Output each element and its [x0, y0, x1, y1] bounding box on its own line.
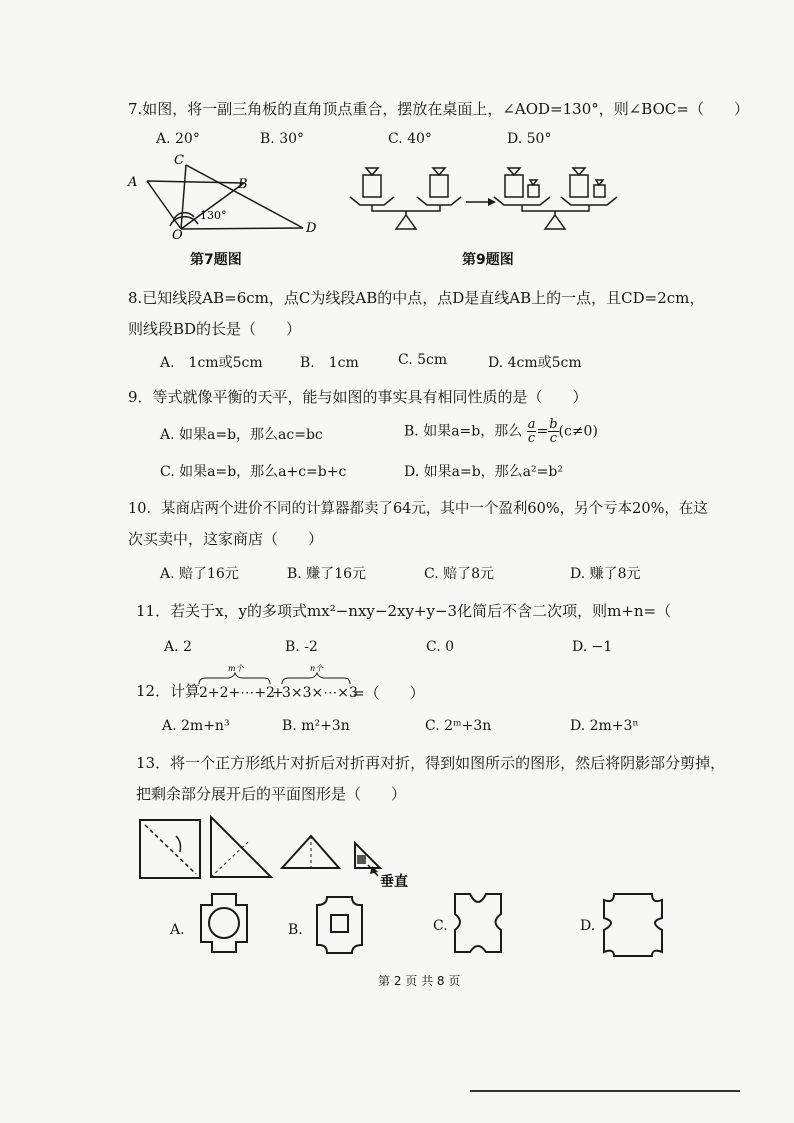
label-c: C — [174, 153, 184, 168]
shaded-cut — [357, 855, 366, 864]
q10-option-c: C. 赔了8元 — [424, 566, 495, 582]
page-footer: 第 2 页 共 8 页 — [378, 974, 461, 988]
q8-option-d: D. 4cm或5cm — [488, 355, 582, 371]
q12-option-b: B. m²+3n — [282, 718, 350, 734]
q12-prefix: 12．计算 — [136, 682, 201, 700]
label-a: A — [128, 175, 138, 190]
q9-option-b-frac2: $\frac{b}{c}$ — [549, 417, 558, 446]
q13-option-b: B. — [288, 922, 303, 938]
q8-option-c: C. 5cm — [398, 352, 448, 368]
q7-option-d: D. 50° — [507, 131, 552, 147]
q9-option-b-eq: = — [536, 423, 549, 440]
brace-2-label: n个 — [310, 664, 324, 673]
q9-option-b-prefix: B. 如果a=b，那么 — [404, 423, 523, 440]
q12-part2: 3×3×⋯×3 — [282, 685, 358, 701]
q11-option-b: B. -2 — [285, 639, 318, 655]
brace-1-label: m个 — [228, 664, 244, 673]
q10-option-a: A. 赔了16元 — [160, 566, 239, 582]
label-o: O — [172, 228, 183, 243]
q13-option-d: D. — [580, 918, 596, 934]
q9-stem: 9．等式就像平衡的天平，能与如图的事实具有相同性质的是（ ） — [128, 388, 588, 406]
label-angle: 130° — [200, 209, 227, 222]
q11-option-c: C. 0 — [426, 639, 455, 655]
scan-edge-line — [470, 1090, 740, 1092]
q8-stem-line1: 8.已知线段AB=6cm，点C为线段AB的中点，点D是直线AB上的一点，且CD=2cm， — [128, 289, 705, 307]
q8-option-b: B. 1cm — [300, 355, 359, 371]
q9-option-c: C. 如果a=b，那么a+c=b+c — [160, 464, 347, 480]
q12-suffix: =（ ） — [352, 684, 425, 702]
q9-caption: 第9题图 — [462, 252, 514, 268]
q8-option-a: A. 1cm或5cm — [160, 355, 263, 371]
q7-option-b: B. 30° — [260, 131, 305, 147]
q13-option-c: C. — [433, 918, 448, 934]
q13-answer-a-shape — [201, 894, 247, 952]
label-b: B — [238, 177, 248, 192]
q8-stem-line2: 则线段BD的长是（ ） — [128, 320, 302, 338]
q13-stem-line2: 把剩余部分展开后的平面图形是（ ） — [136, 785, 407, 803]
q9-option-a: A. 如果a=b，那么ac=bc — [160, 427, 323, 443]
q10-option-b: B. 赚了16元 — [287, 566, 367, 582]
q13-answer-b-shape — [317, 897, 362, 953]
q11-option-a: A. 2 — [164, 639, 192, 655]
q12-option-d: D. 2m+3ⁿ — [570, 718, 639, 734]
fold-triangle-2 — [282, 836, 339, 868]
q13-stem-line1: 13．将一个正方形纸片对折后对折再对折，得到如图所示的图形，然后将阴影部分剪掉， — [136, 754, 726, 772]
q13-option-a: A. — [170, 922, 185, 938]
label-vertical: 垂直 — [380, 874, 408, 890]
q10-stem-line1: 10．某商店两个进价不同的计算器都卖了64元，其中一个盈利60%，另个亏本20%，在这 — [128, 501, 708, 517]
label-d: D — [306, 221, 317, 236]
q11-stem: 11．若关于x，y的多项式mx²−nxy−2xy+y−3化简后不含二次项，则m+n=（ — [136, 602, 672, 620]
q7-option-a: A. 20° — [156, 131, 200, 147]
q12-plus: + — [272, 685, 284, 701]
q9-option-b-frac1: $\frac{a}{c}$ — [527, 417, 536, 446]
q7-stem: 7.如图，将一副三角板的直角顶点重合，摆放在桌面上，∠AOD=130°，则∠BOC=（ ） — [128, 100, 749, 118]
q7-caption: 第7题图 — [190, 252, 242, 268]
q10-option-d: D. 赚了8元 — [570, 566, 641, 582]
q13-answer-d-shape — [604, 894, 662, 956]
q9-option-d: D. 如果a=b，那么a²=b² — [404, 464, 563, 480]
q11-option-d: D. −1 — [572, 639, 613, 655]
q10-stem-line2: 次买卖中，这家商店（ ） — [128, 530, 324, 548]
q7-option-c: C. 40° — [388, 131, 432, 147]
q13-answer-c-shape — [455, 894, 501, 952]
q9-option-b-cond: (c≠0) — [558, 423, 598, 440]
q12-part1: 2+2+⋯+2 — [199, 685, 275, 701]
q12-option-c: C. 2ᵐ+3n — [425, 718, 492, 734]
q12-option-a: A. 2m+n³ — [162, 718, 230, 734]
